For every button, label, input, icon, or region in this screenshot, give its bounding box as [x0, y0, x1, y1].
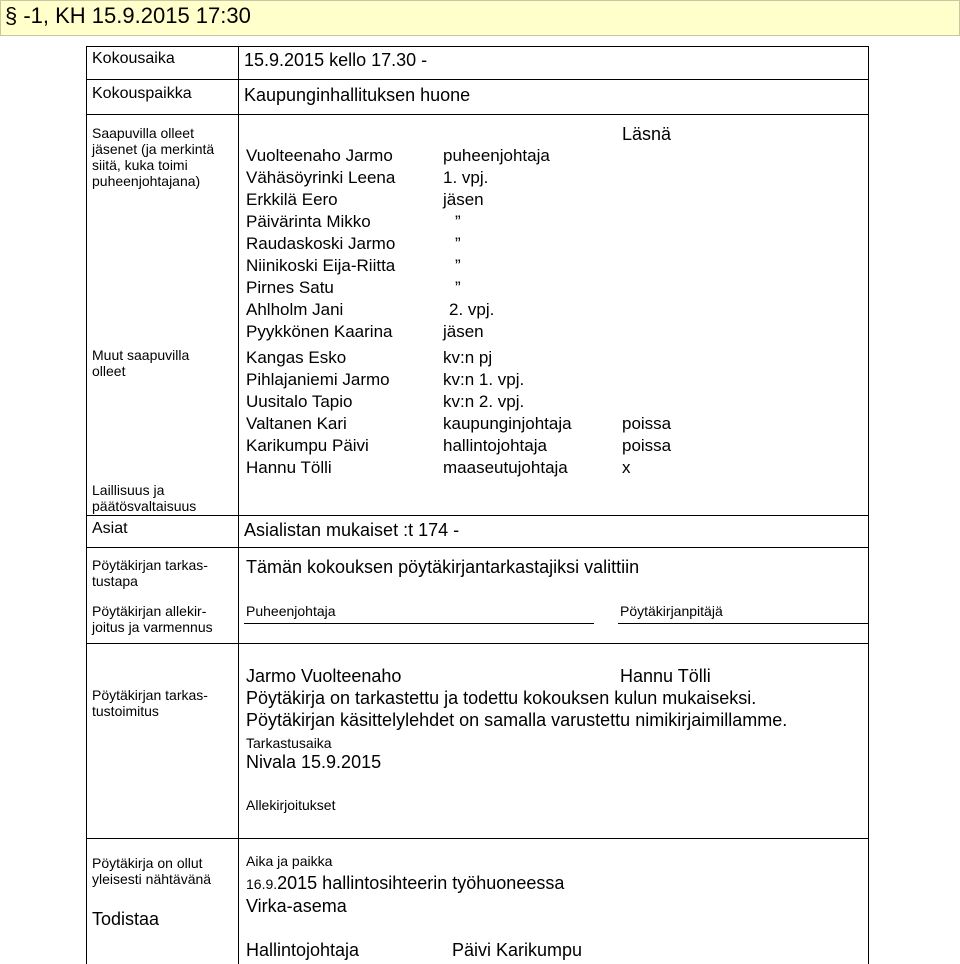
others-label-line: olleet [92, 363, 126, 379]
chair-label: Puheenjohtaja [246, 603, 336, 619]
chair-name: Jarmo Vuolteenaho [246, 666, 402, 686]
member-name: Ahlholm Jani [246, 300, 344, 319]
other-role: kaupunginjohtaja [443, 414, 572, 433]
inspection-line-1: Pöytäkirja on tarkastettu ja todettu kokouksen kulun mukaiseksi. [246, 688, 757, 708]
other-name: Uusitalo Tapio [246, 392, 353, 411]
signing-label-line: joitus ja varmennus [92, 619, 213, 635]
signing-label-line: Pöytäkirjan allekir- [92, 603, 207, 619]
attendees-label-line: jäsenet (ja merkintä [92, 141, 215, 157]
divider [86, 838, 868, 839]
divider [868, 46, 869, 964]
legality-label-line: Laillisuus ja [92, 482, 165, 498]
other-role: kv:n 2. vpj. [443, 392, 525, 411]
other-presence: poissa [622, 414, 672, 433]
attendees-label-line: siitä, kuka toimi [92, 157, 188, 173]
member-name: Niinikoski Eija-Riitta [246, 256, 396, 275]
page-header [0, 0, 960, 36]
other-name: Karikumpu Päivi [246, 436, 369, 455]
present-header: Läsnä [622, 124, 672, 144]
attendees-label [92, 125, 214, 189]
other-role: maaseutujohtaja [443, 458, 568, 477]
signature-line [618, 623, 868, 624]
other-presence: poissa [622, 436, 672, 455]
time-label: Kokousaika [92, 50, 175, 67]
inspection-method-label [92, 557, 208, 589]
divider [86, 46, 868, 47]
inspection-label-line: Pöytäkirjan tarkas- [92, 687, 208, 703]
time-value: 15.9.2015 kello 17.30 - [244, 50, 428, 70]
certify-label: Todistaa [92, 909, 160, 929]
attendees-label-line: puheenjohtajana) [92, 173, 201, 189]
legality-label-line: päätösvaltaisuus [92, 498, 197, 514]
members-names [246, 145, 395, 343]
member-name: Pirnes Satu [246, 278, 334, 297]
office-value: Hallintojohtaja [246, 940, 360, 960]
other-name: Hannu Tölli [246, 458, 332, 477]
member-role: ” [455, 212, 461, 231]
others-presence [622, 413, 671, 479]
members-roles [443, 145, 550, 343]
other-name: Pihlajaniemi Jarmo [246, 370, 390, 389]
time-place-value: 2015 hallintosihteerin työhuoneessa [277, 873, 565, 893]
member-name: Vähäsöyrinki Leena [246, 168, 396, 187]
inspection-line-2: Pöytäkirjan käsittelylehdet on samalla varustettu nimikirjaimillamme. [246, 710, 788, 730]
divider [86, 114, 868, 115]
divider [86, 515, 868, 516]
legality-label [92, 482, 196, 514]
signing-label [92, 603, 213, 635]
other-presence: x [622, 458, 631, 477]
matters-value: Asialistan mukaiset :t 174 - [244, 520, 460, 540]
public-label-line: yleisesti nähtävänä [92, 871, 212, 887]
divider [86, 46, 87, 964]
others-roles [443, 347, 572, 479]
public-label-line: Pöytäkirja on ollut [92, 855, 203, 871]
inspection-method-label-line: Pöytäkirjan tarkas- [92, 557, 208, 573]
time-place-line [246, 873, 564, 894]
member-name: Vuolteenaho Jarmo [246, 146, 393, 165]
inspection-time-value: Nivala 15.9.2015 [246, 752, 382, 772]
signatures-label: Allekirjoitukset [246, 797, 336, 813]
others-names [246, 347, 390, 479]
matters-label: Asiat [92, 520, 128, 537]
divider [86, 547, 868, 548]
divider [86, 643, 868, 644]
member-role: 2. vpj. [449, 300, 495, 319]
member-role: ” [455, 256, 461, 275]
other-name: Kangas Esko [246, 348, 347, 367]
member-name: Pyykkönen Kaarina [246, 322, 393, 341]
other-role: kv:n 1. vpj. [443, 370, 525, 389]
member-role: jäsen [443, 322, 484, 341]
other-name: Valtanen Kari [246, 414, 347, 433]
inspection-method-label-line: tustapa [92, 573, 138, 589]
member-role: 1. vpj. [443, 168, 489, 187]
member-role: jäsen [443, 190, 484, 209]
signature-line [244, 623, 594, 624]
other-role: kv:n pj [443, 348, 493, 367]
signer-name: Päivi Karikumpu [452, 940, 583, 960]
inspection-method-value: Tämän kokouksen pöytäkirjantarkastajiksi valittiin [246, 557, 640, 577]
others-label-line: Muut saapuvilla [92, 347, 190, 363]
inspection-time-label: Tarkastusaika [246, 735, 332, 751]
divider [86, 79, 868, 80]
others-label [92, 347, 189, 379]
other-role: hallintojohtaja [443, 436, 547, 455]
public-label [92, 855, 211, 887]
office-label: Virka-asema [246, 896, 347, 916]
divider [238, 46, 239, 964]
secretary-label: Pöytäkirjanpitäjä [620, 603, 723, 619]
member-name: Raudaskoski Jarmo [246, 234, 396, 253]
member-name: Erkkilä Eero [246, 190, 338, 209]
member-role: puheenjohtaja [443, 146, 550, 165]
inspection-label-line: tustoimitus [92, 703, 159, 719]
member-role: ” [455, 234, 461, 253]
time-place-label: Aika ja paikka [246, 853, 333, 869]
place-value: Kaupunginhallituksen huone [244, 85, 471, 105]
inspection-label [92, 687, 208, 719]
attendees-label-line: Saapuvilla olleet [92, 125, 194, 141]
member-role: ” [455, 278, 461, 297]
secretary-name: Hannu Tölli [620, 666, 711, 686]
time-place-date: 16.9. [246, 876, 278, 892]
place-label: Kokouspaikka [92, 85, 192, 102]
header-title: § -1, KH 15.9.2015 17:30 [5, 3, 251, 28]
member-name: Päivärinta Mikko [246, 212, 371, 231]
